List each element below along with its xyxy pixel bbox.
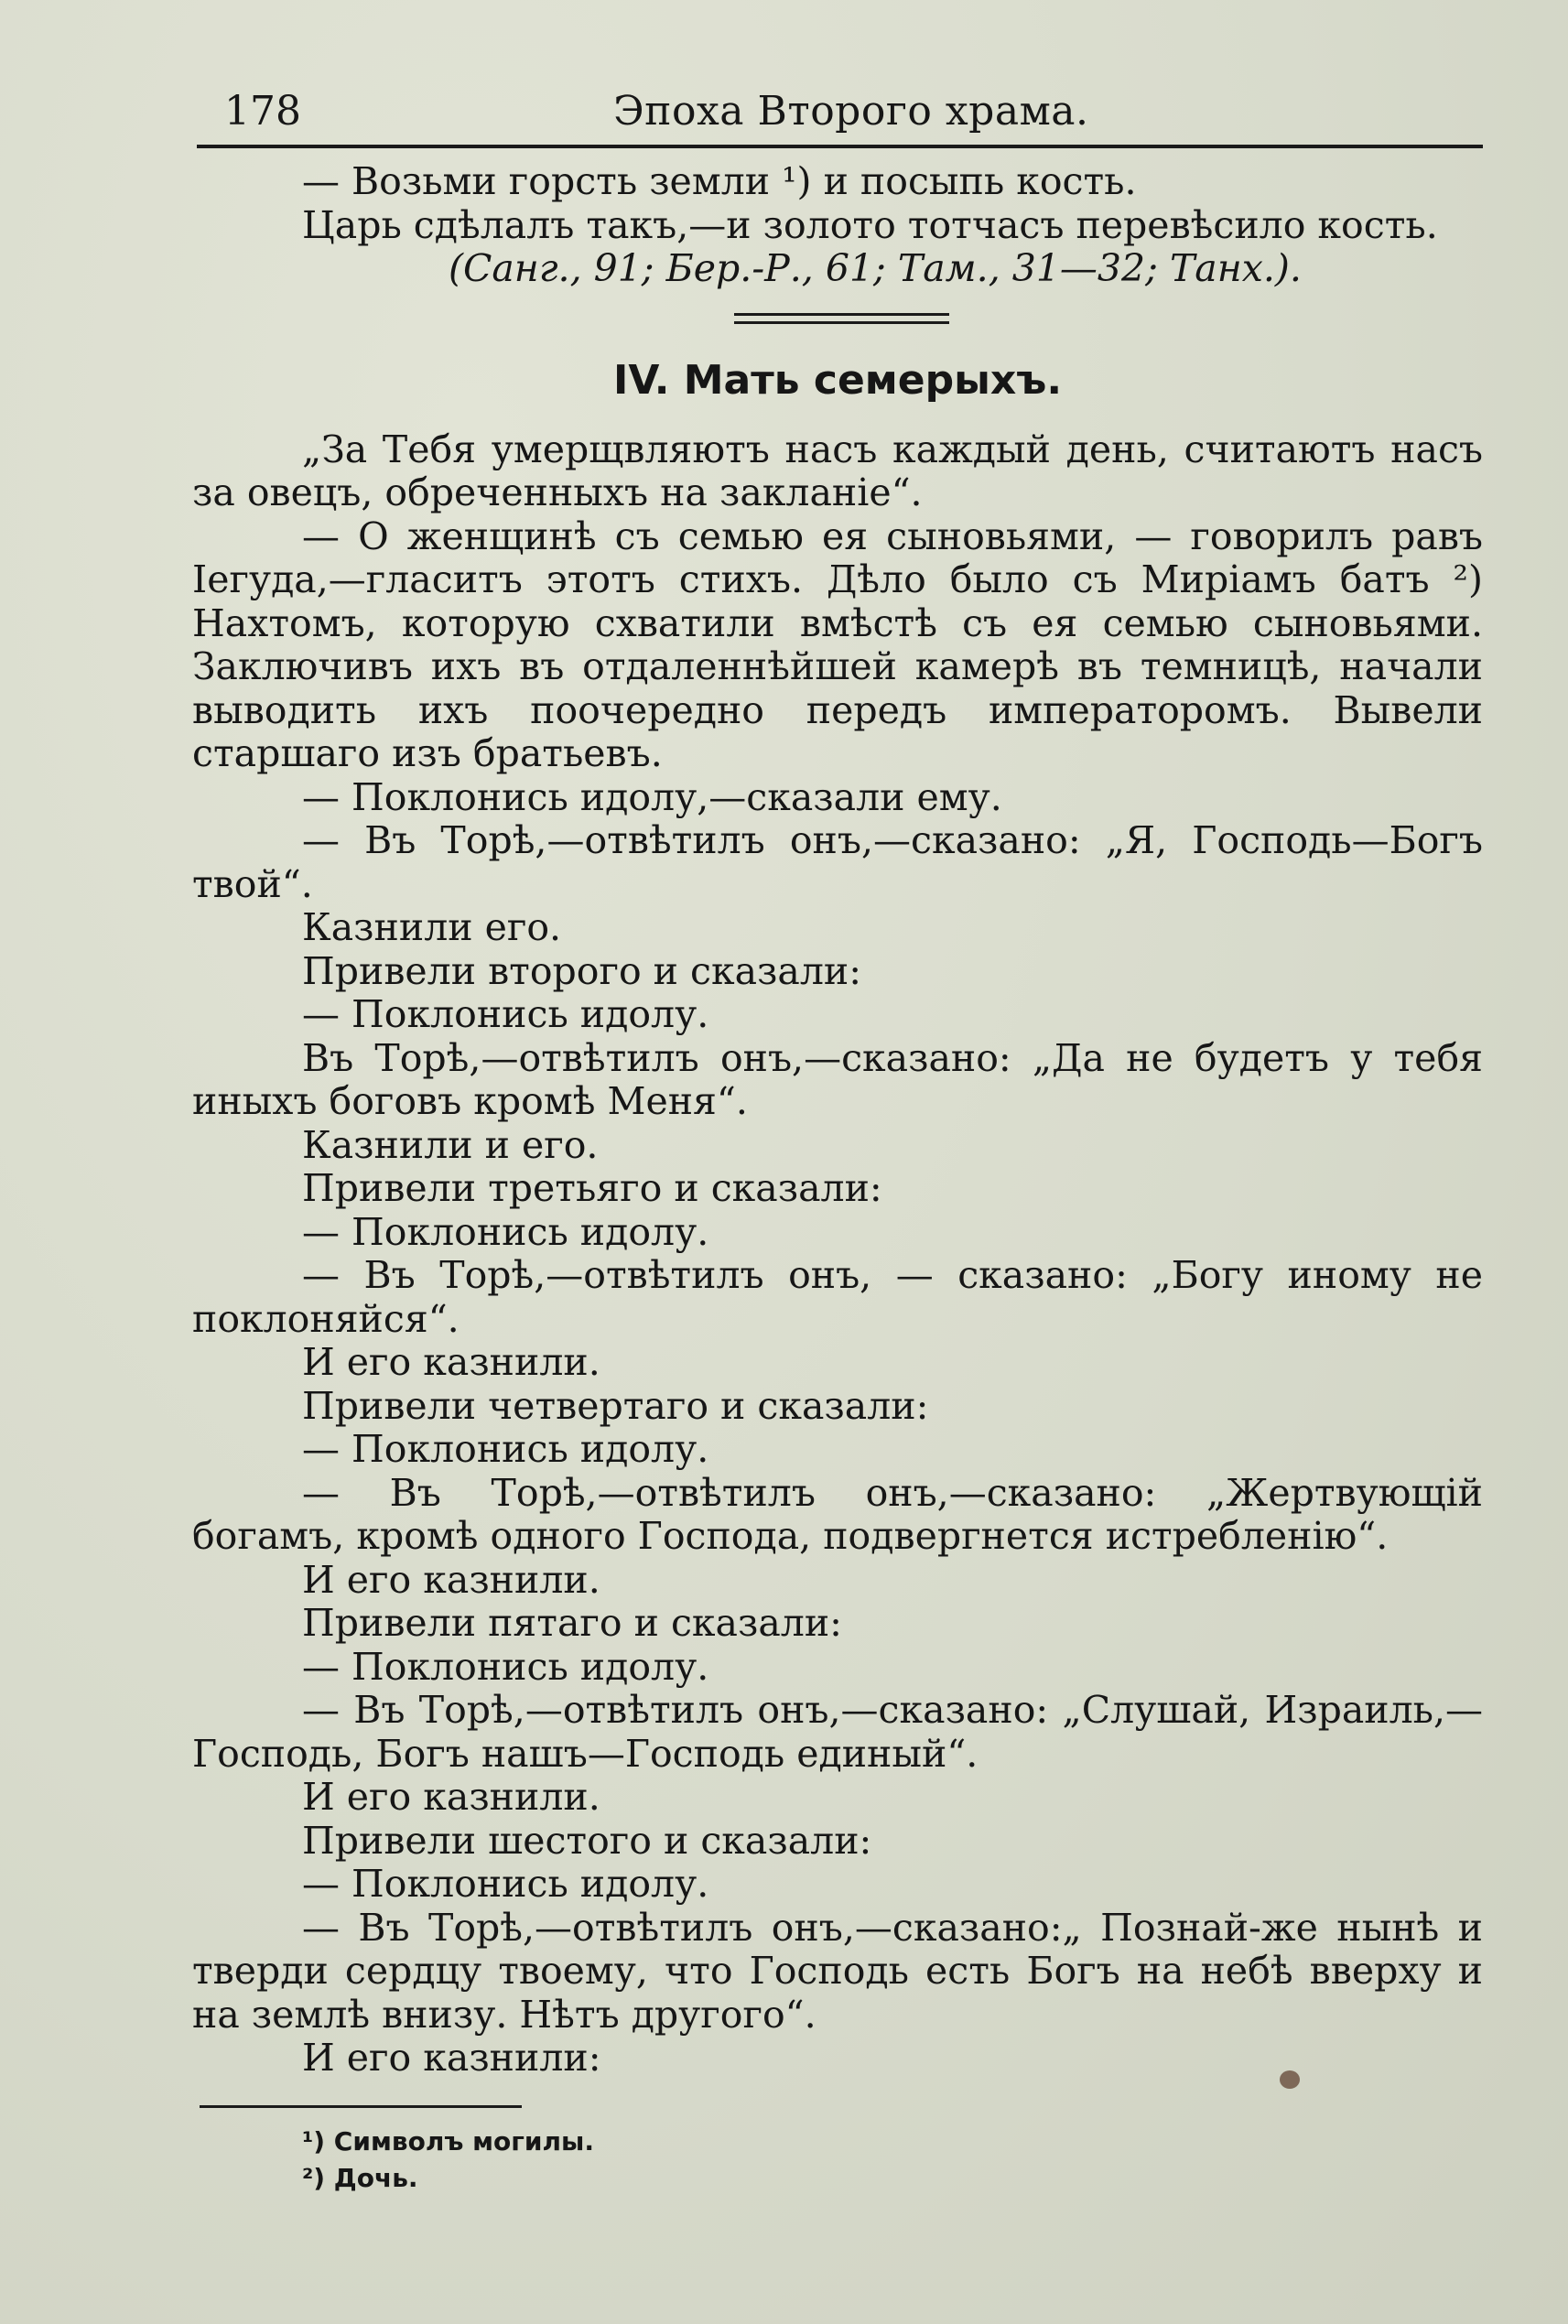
footnote: ²) Дочь. (302, 2163, 418, 2193)
paragraph: Казнили его. (302, 905, 562, 949)
paragraph: — О женщинѣ съ семью ея сыновьями, — говорилъ равъ Іегуда,—гласитъ этотъ стихъ. Дѣло было съ Миріамъ батъ ²) Нахтомъ, которую схватили вмѣстѣ съ ея семью сыновьями. Заключивъ ихъ въ отдаленнѣйшей камерѣ въ темницѣ, начали выводить ихъ поочередно передъ императоромъ. Вывели старшаго изъ братьевъ. (192, 513, 1483, 775)
paragraph: — Въ Торѣ,—отвѣтилъ онъ, — сказано: „Богу иному не поклоняйся“. (192, 1253, 1483, 1341)
paragraph: Въ Торѣ,—отвѣтилъ онъ,—сказано: „Да не будетъ у тебя иныхъ боговъ кромѣ Меня“. (192, 1035, 1483, 1123)
paragraph: — Въ Торѣ,—отвѣтилъ онъ,—сказано: „Я, Господь—Богъ твой“. (192, 818, 1483, 906)
paragraph: — Поклонись идолу. (302, 992, 709, 1036)
paragraph: Привели второго и сказали: (302, 948, 862, 993)
section-heading: IV. Мать семерыхъ. (612, 356, 1063, 404)
page-header (197, 84, 1478, 139)
footnotes (302, 2124, 594, 2197)
paragraph: Привели пятаго и сказали: (302, 1601, 842, 1645)
header-rule (197, 145, 1483, 148)
paragraph: — Поклонись идолу. (302, 1209, 709, 1254)
paragraph: — Поклонись идолу. (302, 1862, 709, 1906)
paragraph: — Въ Торѣ,—отвѣтилъ онъ,—сказано:„ Познай-же нынѣ и тверди сердцу твоему, что Господь есть Богъ на небѣ вверху и на землѣ внизу. Нѣтъ другого“. (192, 1905, 1483, 2037)
ink-spot (1280, 2070, 1300, 2089)
paragraph: Привели шестого и сказали: (302, 1818, 872, 1863)
paragraph: — Въ Торѣ,—отвѣтилъ онъ,—сказано: „Слушай, Израиль,— Господь, Богъ нашъ—Господь единый“. (192, 1688, 1483, 1776)
paragraph: И его казнили. (302, 1775, 600, 1819)
paragraph: И его казнили: (302, 2036, 601, 2080)
paragraph: Казнили и его. (302, 1122, 599, 1167)
paragraph: И его казнили. (302, 1340, 600, 1384)
paragraph: — Въ Торѣ,—отвѣтилъ онъ,—сказано: „Жертвующій богамъ, кромѣ одного Господа, подвергнется истребленію“. (192, 1470, 1483, 1558)
footnote-rule (200, 2105, 522, 2108)
page-body (192, 160, 1483, 2081)
running-title: Эпоха Второго храма. (613, 88, 1089, 135)
paragraph: Привели третьяго и сказали: (302, 1166, 882, 1210)
section-separator (734, 313, 949, 324)
paragraph: — Поклонись идолу. (302, 1427, 709, 1471)
footnote: ¹) Символъ могилы. (302, 2126, 594, 2156)
paragraph: И его казнили. (302, 1557, 600, 1602)
paragraph: — Поклонись идолу. (302, 1644, 709, 1689)
page-number: 178 (224, 88, 301, 135)
paragraph: Привели четвертаго и сказали: (302, 1383, 929, 1428)
citation: (Санг., 91; Бер.-Р., 61; Там., 31—32; Танх.). (449, 246, 1302, 290)
paragraph: „За Тебя умерщвляютъ насъ каждый день, считаютъ насъ за овецъ, обреченныхъ на закланіе“. (192, 427, 1483, 514)
paragraph: — Поклонись идолу,—сказали ему. (302, 774, 1002, 819)
top-line-1: — Возьми горсть земли ¹) и посыпь кость. (302, 159, 1137, 203)
top-line-2: Царь сдѣлалъ такъ,—и золото тотчасъ перевѣсило кость. (302, 202, 1438, 247)
